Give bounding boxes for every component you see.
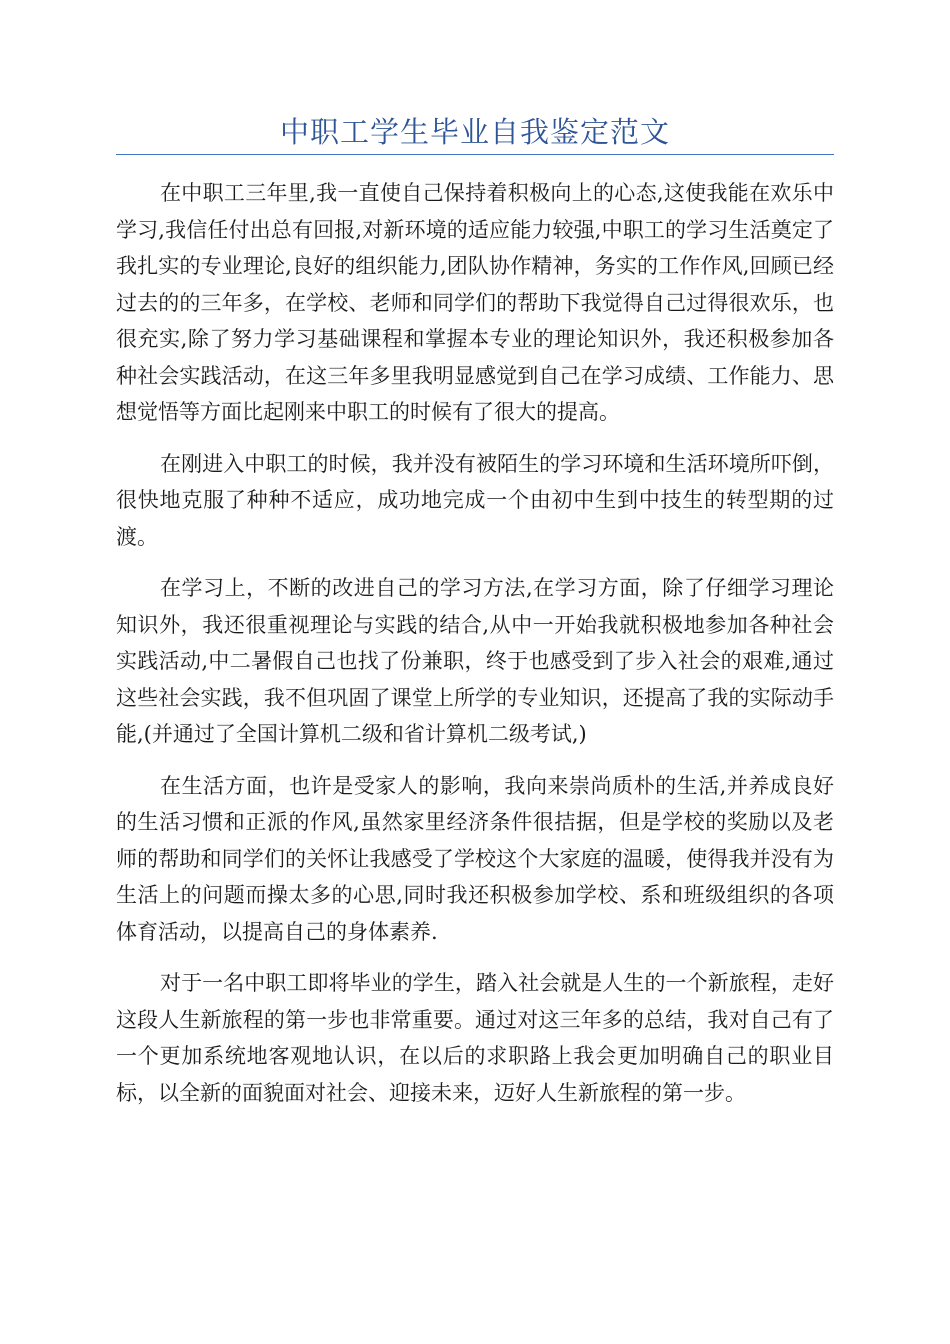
paragraph-4: 在生活方面，也许是受家人的影响，我向来崇尚质朴的生活,并养成良好的生活习惯和正派的作风,虽然家里经济条件很拮据，但是学校的奖励以及老师的帮助和同学们的关怀让我感受了学校这个大家庭的温暖，使得我并没有为生活上的问题而操太多的心思,同时我还积极参加学校、系和班级组织的各项体育活动，以提高自己的身体素养. <box>116 773 834 944</box>
paragraph-5: 对于一名中职工即将毕业的学生，踏入社会就是人生的一个新旅程，走好这段人生新旅程的第一步也非常重要。通过对这三年多的总结，我对自己有了一个更加系统地客观地认识，在以后的求职路上我会更加明确自己的职业目标，以全新的面貌面对社会、迎接未来，迈好人生新旅程的第一步。 <box>116 971 834 1105</box>
paragraph-1: 在中职工三年里,我一直使自己保持着积极向上的心态,这使我能在欢乐中学习,我信任付出总有回报,对新环境的适应能力较强,中职工的学习生活奠定了我扎实的专业理论,良好的组织能力,团队协作精神，务实的工作作风,回顾已经过去的的三年多，在学校、老师和同学们的帮助下我觉得自己过得很欢乐，也很充实,除了努力学习基础课程和掌握本专业的理论知识外，我还积极参加各种社会实践活动，在这三年多里我明显感觉到自己在学习成绩、工作能力、思想觉悟等方面比起刚来中职工的时候有了很大的提高。 <box>116 181 834 424</box>
document-body <box>116 175 834 1126</box>
title-underline <box>116 154 834 155</box>
paragraph-3: 在学习上，不断的改进自己的学习方法,在学习方面，除了仔细学习理论知识外，我还很重视理论与实践的结合,从中一开始我就积极地参加各种社会实践活动,中二暑假自己也找了份兼职，终于也感受到了步入社会的艰难,通过这些社会实践，我不但巩固了课堂上所学的专业知识，还提高了我的实际动手能,(并通过了全国计算机二级和省计算机二级考试,) <box>116 576 834 746</box>
document-title: 中职工学生毕业自我鉴定范文 <box>279 115 670 149</box>
paragraph-2: 在刚进入中职工的时候，我并没有被陌生的学习环境和生活环境所吓倒，很快地克服了种种不适应，成功地完成一个由初中生到中技生的转型期的过渡。 <box>116 451 834 549</box>
